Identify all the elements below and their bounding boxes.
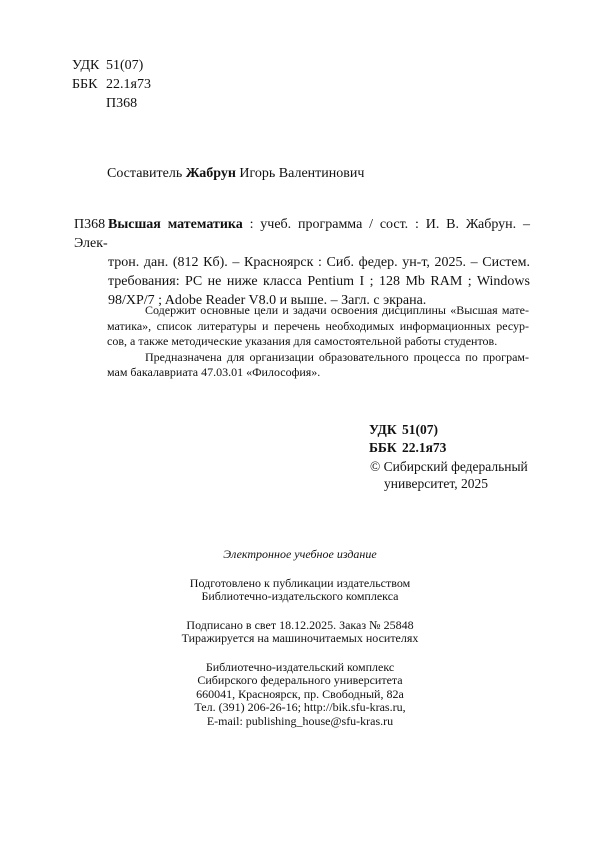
bottom-udk-value: 51(07) [402,422,438,437]
bbk-label: ББК [72,77,98,92]
catalog-line-4: 98/XP/7 ; Adobe Reader V8.0 и выше. – Загл. с экрана. [108,293,427,308]
bbk-row [72,75,151,94]
prepared-line-2: Библиотечно-издательского комплекса [201,589,399,603]
bottom-classification-codes [369,421,446,457]
abstract-p1-line-3: сов, а также методические указания для самостоятельной работы студентов. [107,334,498,348]
signed-block [100,619,500,646]
publisher-line-5: E-mail: publishing_house@sfu-kras.ru [206,713,394,728]
compiler-name: Игорь Валентинович [239,166,365,181]
abstract-p2-line-2: мам бакалавриата 47.03.01 «Философия». [107,365,321,379]
prepared-line-1: Подготовлено к публикации издательством [189,575,411,590]
catalog-line-2: трон. дан. (812 Кб). – Красноярск : Сиб. федер. ун-т, 2025. – Систем. [108,255,530,270]
bottom-udk-label: УДК [369,422,397,437]
compiler-surname: Жабрун [185,166,236,181]
publisher-block [100,661,500,729]
catalog-entry [74,215,530,310]
signed-line-2: Тиражируется на машиночитаемых носителях [181,631,419,645]
publisher-line-4: Тел. (391) 206-26-16; http://bik.sfu-kras.ru, [194,700,406,714]
catalog-line-1 [74,215,530,253]
abstract [107,303,529,381]
udk-row [72,56,151,75]
publisher-line-2: Сибирского федерального университета [197,673,403,687]
catalog-code: П368 [74,217,106,232]
bottom-udk-row [369,421,446,439]
catalog-line-3: требования: PC не ниже класса Pentium I ; 128 Mb RAM ; Windows [108,274,530,289]
catalog-line-1-rest: : учеб. программа / сост. : И. В. Жабрун. – Элек- [74,217,530,251]
publisher-line-1: Библиотечно-издательский комплекс [205,659,395,674]
bottom-bbk-label: ББК [369,440,397,455]
abstract-p1-line-1: Содержит основные цели и задачи освоения дисциплины «Высшая мате- [145,303,529,317]
compiler-line [107,166,364,182]
copyright-line-2: университет, 2025 [384,476,488,491]
bottom-bbk-row [369,439,446,457]
compiler-prefix: Составитель [107,166,183,181]
author-sign: П368 [106,96,138,111]
publisher-line-3: 660041, Красноярск, пр. Свободный, 82а [196,686,404,701]
edition-type: Электронное учебное издание [223,547,377,561]
prepared-block [100,577,500,604]
udk-label: УДК [72,58,100,73]
bbk-value: 22.1я73 [106,77,151,92]
abstract-p1-line-2: матика», список литературы и перечень необходимых информационных ресур- [107,318,529,333]
udk-value: 51(07) [106,58,144,73]
classification-codes [72,56,151,113]
imprint [100,548,500,728]
abstract-p2-line-1: Предназначена для организации образовательного процесса по програм- [145,349,529,364]
copyright [370,458,528,492]
signed-line-1: Подписано в свет 18.12.2025. Заказ № 25848 [186,617,414,632]
copyright-line-1: © Сибирский федеральный [370,459,528,474]
book-title: Высшая математика [108,217,243,232]
bottom-bbk-value: 22.1я73 [402,440,447,455]
